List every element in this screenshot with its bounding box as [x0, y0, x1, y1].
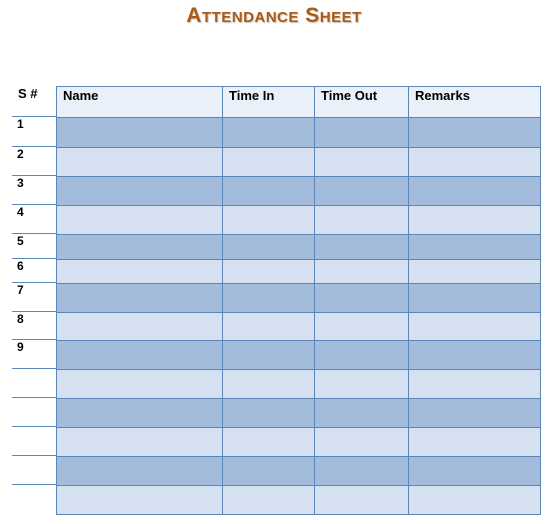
- serial-number-cell: 7: [12, 282, 56, 311]
- time-out-cell[interactable]: [315, 206, 409, 235]
- time-in-cell[interactable]: [223, 457, 315, 486]
- name-cell[interactable]: [57, 235, 223, 260]
- time-out-cell[interactable]: [315, 148, 409, 177]
- name-cell[interactable]: [57, 341, 223, 370]
- name-cell[interactable]: [57, 370, 223, 399]
- remarks-cell[interactable]: [409, 206, 541, 235]
- serial-number-cell: [12, 368, 56, 397]
- remarks-cell[interactable]: [409, 284, 541, 313]
- remarks-cell[interactable]: [409, 457, 541, 486]
- serial-number-cell: 6: [12, 258, 56, 282]
- time-in-cell[interactable]: [223, 341, 315, 370]
- remarks-cell[interactable]: [409, 235, 541, 260]
- table-row: [57, 428, 541, 457]
- name-cell[interactable]: [57, 313, 223, 341]
- column-header-remarks: Remarks: [409, 87, 541, 118]
- name-cell[interactable]: [57, 457, 223, 486]
- time-out-cell[interactable]: [315, 235, 409, 260]
- remarks-cell[interactable]: [409, 313, 541, 341]
- name-cell[interactable]: [57, 486, 223, 515]
- time-out-cell[interactable]: [315, 457, 409, 486]
- table-row: [57, 148, 541, 177]
- time-out-cell[interactable]: [315, 370, 409, 399]
- time-in-cell[interactable]: [223, 118, 315, 148]
- serial-number-cell: 8: [12, 311, 56, 339]
- time-in-cell[interactable]: [223, 370, 315, 399]
- name-cell[interactable]: [57, 284, 223, 313]
- table-row: [57, 206, 541, 235]
- serial-number-cell: 4: [12, 204, 56, 233]
- time-in-cell[interactable]: [223, 428, 315, 457]
- column-header-name: Name: [57, 87, 223, 118]
- time-out-cell[interactable]: [315, 118, 409, 148]
- time-in-cell[interactable]: [223, 486, 315, 515]
- name-cell[interactable]: [57, 177, 223, 206]
- table-row: [57, 486, 541, 515]
- time-in-cell[interactable]: [223, 260, 315, 284]
- time-in-cell[interactable]: [223, 177, 315, 206]
- time-in-cell[interactable]: [223, 235, 315, 260]
- remarks-cell[interactable]: [409, 118, 541, 148]
- table-row: [57, 260, 541, 284]
- remarks-cell[interactable]: [409, 428, 541, 457]
- table-row: [57, 370, 541, 399]
- table-row: [57, 118, 541, 148]
- remarks-cell[interactable]: [409, 177, 541, 206]
- time-in-cell[interactable]: [223, 148, 315, 177]
- time-out-cell[interactable]: [315, 313, 409, 341]
- name-cell[interactable]: [57, 148, 223, 177]
- name-cell[interactable]: [57, 118, 223, 148]
- table-row: [57, 399, 541, 428]
- table-row: [57, 457, 541, 486]
- serial-number-header: S #: [18, 86, 38, 101]
- table-row: [57, 284, 541, 313]
- column-header-time-out: Time Out: [315, 87, 409, 118]
- serial-number-cell: 1: [12, 116, 56, 146]
- page-title: Attendance Sheet: [186, 4, 362, 27]
- remarks-cell[interactable]: [409, 260, 541, 284]
- time-out-cell[interactable]: [315, 260, 409, 284]
- serial-number-cell: 9: [12, 339, 56, 368]
- table-row: [57, 235, 541, 260]
- table-row: [57, 341, 541, 370]
- time-out-cell[interactable]: [315, 428, 409, 457]
- serial-number-cell: 5: [12, 233, 56, 258]
- name-cell[interactable]: [57, 206, 223, 235]
- remarks-cell[interactable]: [409, 486, 541, 515]
- time-in-cell[interactable]: [223, 399, 315, 428]
- time-out-cell[interactable]: [315, 341, 409, 370]
- time-in-cell[interactable]: [223, 206, 315, 235]
- remarks-cell[interactable]: [409, 341, 541, 370]
- serial-number-cell: [12, 426, 56, 455]
- serial-number-cell: [12, 484, 56, 513]
- column-header-time-in: Time In: [223, 87, 315, 118]
- serial-number-cell: 3: [12, 175, 56, 204]
- table-row: [57, 313, 541, 341]
- time-in-cell[interactable]: [223, 313, 315, 341]
- time-out-cell[interactable]: [315, 399, 409, 428]
- remarks-cell[interactable]: [409, 399, 541, 428]
- name-cell[interactable]: [57, 399, 223, 428]
- time-out-cell[interactable]: [315, 486, 409, 515]
- time-out-cell[interactable]: [315, 177, 409, 206]
- remarks-cell[interactable]: [409, 148, 541, 177]
- serial-number-cell: [12, 455, 56, 484]
- time-out-cell[interactable]: [315, 284, 409, 313]
- remarks-cell[interactable]: [409, 370, 541, 399]
- name-cell[interactable]: [57, 260, 223, 284]
- attendance-table: [56, 86, 541, 515]
- serial-number-column: [12, 86, 56, 514]
- table-header-row: [57, 87, 541, 118]
- serial-number-cell: [12, 397, 56, 426]
- time-in-cell[interactable]: [223, 284, 315, 313]
- serial-number-cell: 2: [12, 146, 56, 175]
- table-row: [57, 177, 541, 206]
- name-cell[interactable]: [57, 428, 223, 457]
